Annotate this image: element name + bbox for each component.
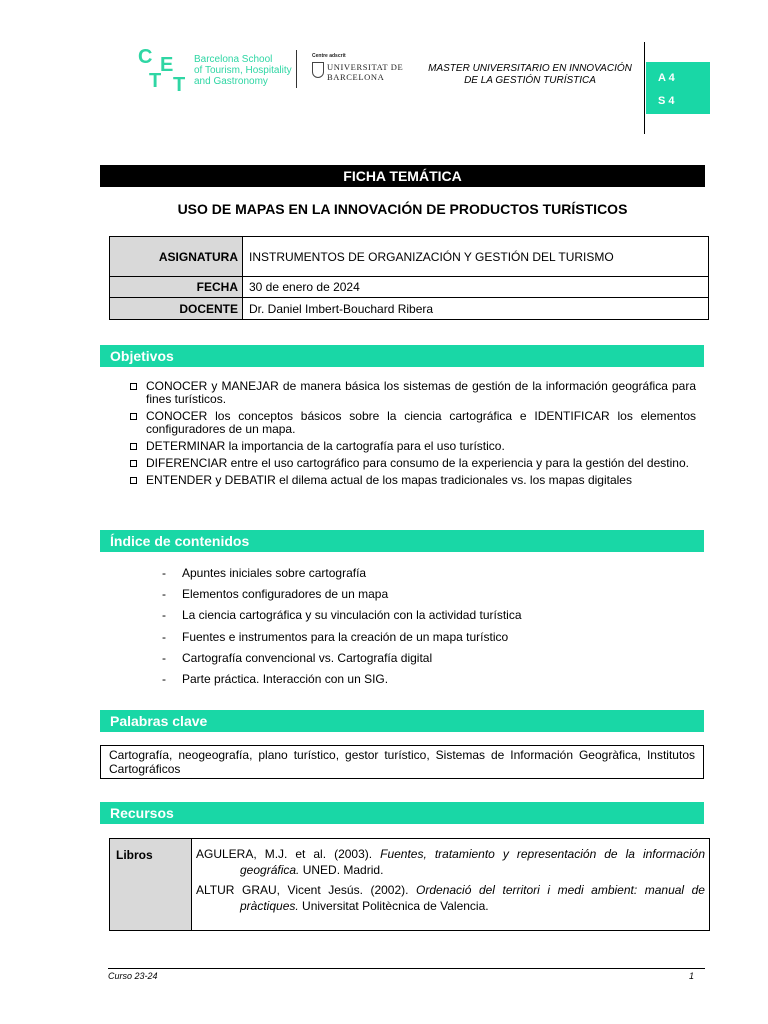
list-item-text: CONOCER los conceptos básicos sobre la ciencia cartográfica e IDENTIFICAR los elementos configuradores de un mapa. [146, 409, 696, 436]
fecha-value: 30 de enero de 2024 [243, 277, 709, 298]
list-item [162, 608, 522, 629]
logo-letter-e: E [160, 54, 174, 76]
dash-bullet: - [162, 671, 166, 686]
list-item [128, 380, 696, 406]
affiliation-label: Centre adscrit [312, 53, 346, 59]
header-divider [296, 50, 297, 88]
dash-bullet: - [162, 587, 166, 602]
indice-list [162, 566, 522, 693]
logo-letter-t1: T [149, 70, 162, 92]
list-item [162, 630, 522, 651]
info-row-docente [110, 298, 709, 320]
info-table [109, 236, 709, 320]
dash-bullet: - [162, 566, 166, 580]
info-row-asignatura [110, 237, 709, 277]
ref-authors: AGULERA, M.J. et al. (2003). [196, 847, 373, 861]
ref-publisher: Universitat Politècnica de Valencia. [302, 899, 489, 913]
list-item [128, 440, 696, 453]
code-box [646, 62, 710, 114]
ref-authors: ALTUR GRAU, Vicent Jesús. (2002). [196, 883, 409, 897]
header-right-rule [644, 42, 645, 134]
page-number: 1 [688, 971, 694, 981]
checkbox-bullet-icon [130, 443, 137, 450]
checkbox-bullet-icon [130, 460, 137, 467]
list-item-text: La ciencia cartográfica y su vinculación con la actividad turística [182, 608, 522, 623]
ref-title: Fuentes, tratamiento y representación de la información geográfica. [240, 847, 705, 877]
list-item [128, 457, 696, 470]
master-title: MASTER UNIVERSITARIO EN INNOVACIÓN DE LA GESTIÓN TURÍSTICA [428, 63, 632, 86]
resources-table [109, 838, 710, 931]
docente-value: Dr. Daniel Imbert-Bouchard Ribera [243, 298, 709, 320]
section-recursos: Recursos [100, 802, 704, 824]
checkbox-bullet-icon [130, 477, 137, 484]
list-item [162, 651, 522, 672]
university-crest-icon [312, 62, 324, 78]
list-item-text: Apuntes iniciales sobre cartografía [182, 566, 367, 580]
footer-course: Curso 23-24 [108, 971, 158, 981]
docente-label: DOCENTE [110, 298, 243, 320]
checkbox-bullet-icon [130, 383, 137, 390]
list-item-text: ENTENDER y DEBATIR el dilema actual de los mapas tradicionales vs. los mapas digitales [146, 473, 632, 487]
list-item-text: Fuentes e instrumentos para la creación de un mapa turístico [182, 629, 509, 644]
libros-refs [192, 839, 710, 931]
code-a: A 4 [658, 72, 675, 84]
dash-bullet: - [162, 650, 166, 665]
fecha-label: FECHA [110, 277, 243, 298]
university-name: UNIVERSITAT DE BARCELONA [327, 62, 404, 82]
code-s: S 4 [658, 95, 675, 107]
list-item [162, 672, 522, 693]
ref-publisher: UNED. Madrid. [302, 863, 384, 877]
list-item [128, 474, 696, 487]
school-name: Barcelona School of Tourism, Hospitality and Gastronomy [194, 54, 292, 87]
asignatura-value: INSTRUMENTOS DE ORGANIZACIÓN Y GESTIÓN DEL TURISMO [243, 237, 709, 277]
libros-label: Libros [110, 839, 192, 931]
info-row-fecha [110, 277, 709, 298]
resources-row-libros [110, 839, 710, 931]
list-item-text: Cartografía convencional vs. Cartografía digital [182, 650, 433, 665]
section-palabras-clave: Palabras clave [100, 710, 704, 732]
page-title: USO DE MAPAS EN LA INNOVACIÓN DE PRODUCTOS TURÍSTICOS [177, 201, 628, 217]
ficha-label: FICHA TEMÁTICA [100, 165, 705, 187]
list-item [162, 566, 522, 587]
section-indice: Índice de contenidos [100, 530, 704, 552]
list-item-text: Parte práctica. Interacción con un SIG. [182, 671, 389, 686]
footer-rule [108, 968, 705, 969]
list-item-text: CONOCER y MANEJAR de manera básica los sistemas de gestión de la información geográfica para fines turísticos. [146, 379, 696, 406]
list-item-text: Elementos configuradores de un mapa [182, 587, 389, 602]
ref-title: Ordenació del territori i medi ambient: manual de pràctiques. [240, 883, 705, 913]
dash-bullet: - [162, 629, 166, 644]
logo-letter-t2: T [173, 74, 186, 96]
reference-item [196, 882, 705, 914]
keywords-box: Cartografía, neogeografía, plano turístico, gestor turístico, Sistemas de Información Geogràfica, Institutos Cartográficos [100, 745, 704, 779]
objetivos-list [128, 380, 696, 491]
asignatura-label: ASIGNATURA [110, 237, 243, 277]
list-item [128, 410, 696, 436]
logo-letter-c: C [138, 46, 153, 68]
section-objetivos: Objetivos [100, 345, 704, 367]
list-item [162, 587, 522, 608]
reference-item [196, 846, 705, 878]
checkbox-bullet-icon [130, 413, 137, 420]
list-item-text: DETERMINAR la importancia de la cartografía para el uso turístico. [146, 439, 505, 453]
cett-logo [136, 44, 196, 98]
list-item-text: DIFERENCIAR entre el uso cartográfico para consumo de la experiencia y para la gestión del destino. [146, 456, 689, 470]
dash-bullet: - [162, 608, 166, 623]
